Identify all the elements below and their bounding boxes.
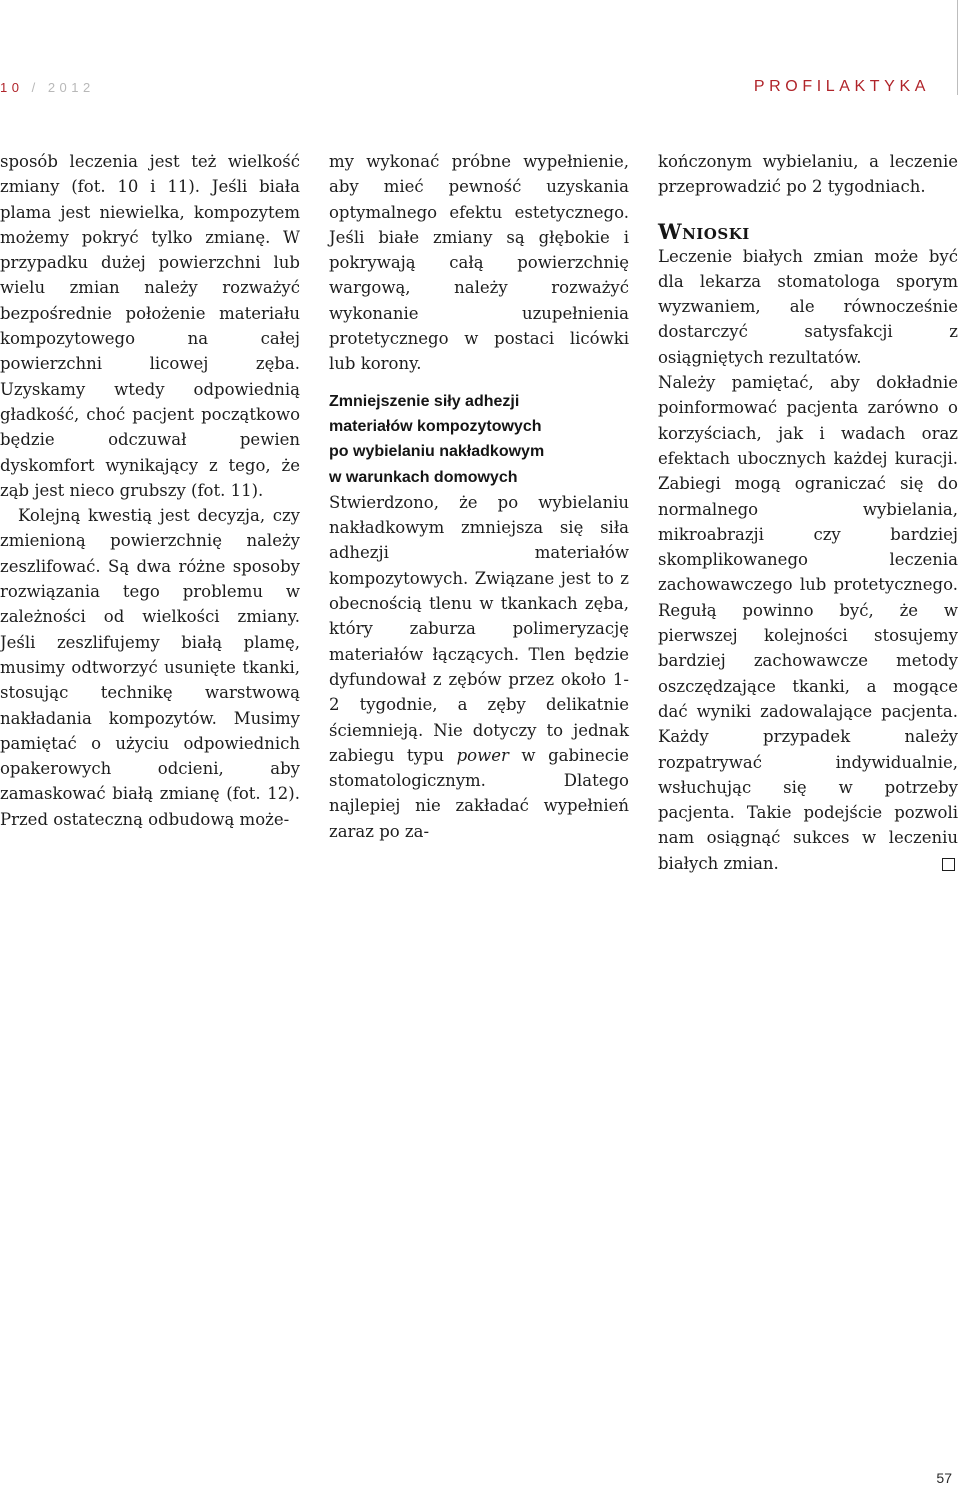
subheading-line: w warunkach domowych xyxy=(329,468,518,486)
text-column-2 xyxy=(329,149,629,844)
section-title: PROFILAKTYKA xyxy=(753,78,930,95)
issue-number: 10 xyxy=(0,80,24,95)
paragraph-text: Stwierdzono, że po wybielaniu nakładkowym zmniejsza się siła adhezji materiałów kompozytowych. Związane jest to z obecnością tlenu w tkankach zęba, który zaburza polimeryzację materiałów łączących. Tlen będzie dyfundował z zębów przez około 1-2 tygodnie, a zęby delikatnie ściemnieją. Nie dotyczy to jednak zabiegu typu xyxy=(329,492,629,765)
emphasis-text: power xyxy=(456,745,509,765)
body-paragraph: Leczenie białych zmian może być dla lekarza stomatologa sporym wyzwaniem, ale równocześnie dostarczyć satysfakcji z osiągniętych rezultatów. xyxy=(658,246,958,367)
body-paragraph: sposób leczenia jest też wielkość zmiany (fot. 10 i 11). Jeśli biała plama jest niewielka, kompozytem możemy pokryć tylko zmianę. W przypadku dużej powierzchni lub wielu zmian należy rozważyć bezpośrednie położenie materiału kompozytowego na całej powierzchni licowej zęba. Uzyskamy wtedy odpowiednią gładkość, choć pacjent początkowo będzie odczuwał pewien dyskomfort wynikający z tego, że ząb jest nieco grubszy (fot. 11). xyxy=(0,152,300,500)
body-paragraph xyxy=(658,370,958,876)
end-of-article-icon xyxy=(942,858,955,871)
subsection-heading xyxy=(329,389,629,490)
text-column-1 xyxy=(0,149,300,832)
body-paragraph: Kolejną kwestią jest decyzja, czy zmienioną powierzchnię należy zeszlifować. Są dwa różne sposoby rozwiązania tego problemu w zależności od wielkości zmiany. Jeśli zeszlifujemy białą plamę, musimy odtworzyć usunięte tkanki, stosując technikę warstwową nakładania kompozytów. Musimy pamiętać o użyciu odpowiednich opakerowych odcieni, aby zamaskować białą zmianę (fot. 12). Przed ostateczną odbudową może- xyxy=(0,506,300,829)
issue-year: / 2012 xyxy=(31,80,95,95)
paragraph-text: w gabinecie stomatologicznym. Dlatego najlepiej nie zakładać wypełnień zaraz po za- xyxy=(329,745,629,841)
subheading-line: materiałów kompozytowych xyxy=(329,417,542,435)
subheading-line: Zmniejszenie siły adhezji xyxy=(329,392,520,410)
body-paragraph: my wykonać próbne wypełnienie, aby mieć pewność uzyskania optymalnego efektu estetycznego. Jeśli białe zmiany są głębokie i pokrywają całą powierzchnię wargową, należy rozważyć wykonanie uzupełnienia protetycznego w postaci licówki lub korony. xyxy=(329,152,629,374)
subheading-line: po wybielaniu nakładkowym xyxy=(329,443,545,461)
issue-label xyxy=(0,80,95,95)
text-column-3 xyxy=(658,149,958,876)
header-divider xyxy=(957,0,958,95)
body-paragraph xyxy=(329,490,629,844)
body-paragraph: kończonym wybielaniu, a leczenie przeprowadzić po 2 tygodniach. xyxy=(658,152,958,197)
page-number: 57 xyxy=(936,1470,952,1486)
paragraph-text: Należy pamiętać, aby dokładnie poinformować pacjenta zarówno o korzyściach, jak i wadach oraz efektach ubocznych każdej kuracji. Zabiegi mogą ograniczać się do normalnego wybielania, mikroabrazji czy bardziej skomplikowanego leczenia zachowawczego lub protetycznego. Regułą powinno być, że w pierwszej kolejności stosujemy bardziej zachowawcze metody oszczędzające tkanki, a mogące dać wyniki zadowalające pacjenta. Każdy przypadek należy rozpatrywać indywidualnie, wsłuchując się w potrzeby pacjenta. Takie podejście pozwoli nam osiągnąć sukces w leczeniu białych zmian. xyxy=(658,373,958,873)
section-heading: Wnioski xyxy=(658,218,750,244)
